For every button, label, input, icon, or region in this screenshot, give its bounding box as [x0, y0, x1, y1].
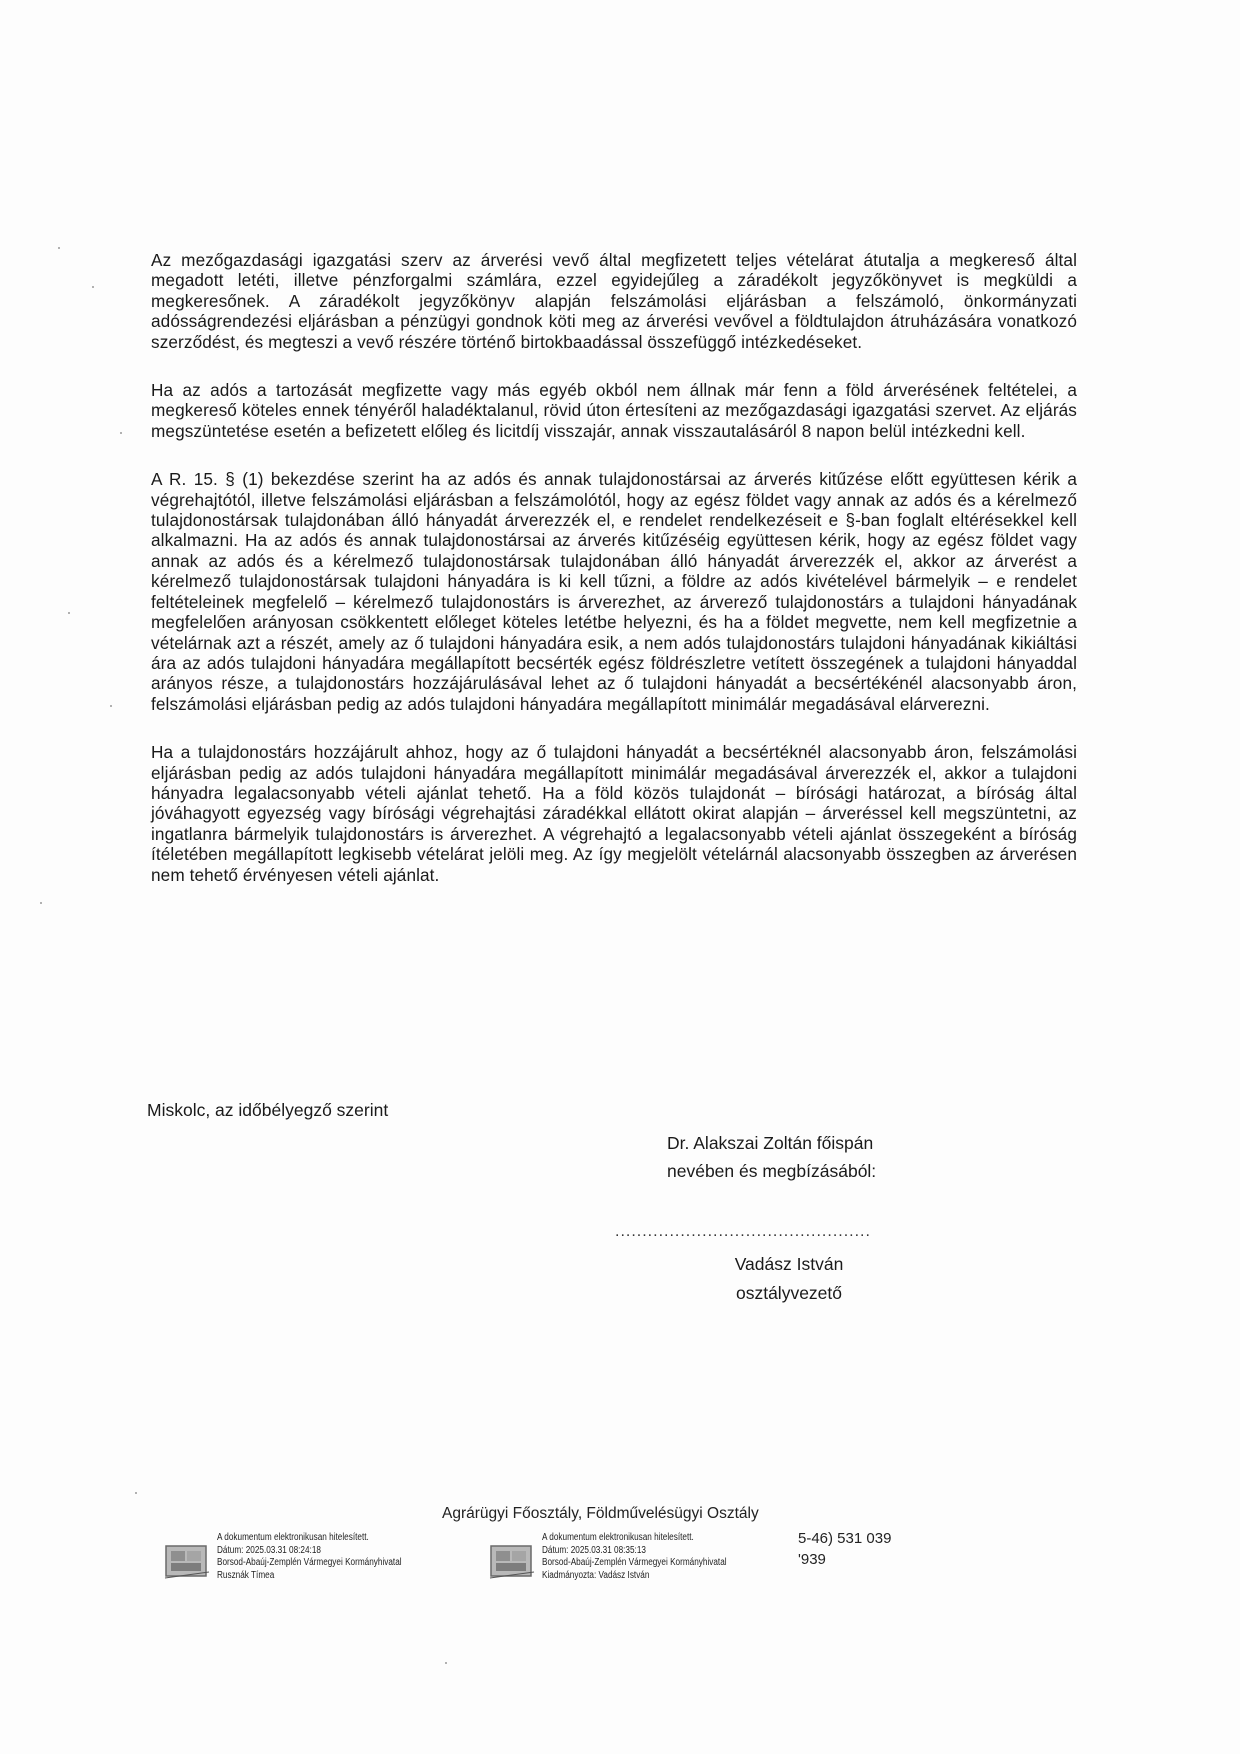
signer-name: Vadász István — [734, 1254, 844, 1274]
paragraph-4: Ha a tulajdonostárs hozzájárult ahhoz, hogy az ő tulajdoni hányadát a becsértéknél alacsonyabb áron, felszámolási eljárásban pedig az adós tulajdoni hányadára megállapított minimálár megadásával árverezzék el, akkor a tulajdoni hányadra legalacsonyabb vételi ajánlat tehető. Ha a föld közös tulajdonát – bírósági határozat, a bíróság által jóváhagyott egyezség vagy bírósági végrehajtási záradékkal ellátott okirat alapján – árveréssel kell megszüntetni, az ingatlanra bármelyik tulajdonostárs is árverezhet. A végrehajtó a legalacsonyabb vételi ajánlat összegeként a bíróság ítéletében megállapított legkisebb vételárat jelöli meg. Az így megjelölt vételárnál alacsonyabb összegben az árverésen nem tehető érvényesen vételi ajánlat. — [151, 742, 1077, 885]
stamp-2-line1: A dokumentum elektronikusan hitelesített. — [542, 1532, 694, 1543]
signature-authority — [667, 1129, 876, 1185]
signer-title: osztályvezető — [735, 1283, 843, 1303]
scan-speck — [110, 705, 112, 707]
signer-block — [724, 1250, 854, 1308]
scan-speck — [135, 1492, 137, 1494]
paragraph-1: Az mezőgazdasági igazgatási szerv az árverési vevő által megfizetett teljes vételárat átutalja a megkereső által megadott letéti, illetve pénzforgalmi számlára, ezzel egyidejűleg a záradékolt jegyzőkönyvet is megküldi a megkeresőnek. A záradékolt jegyzőkönyv alapján felszámolási eljárásban a felszámoló, önkormányzati adósságrendezési eljárásban a pénzügyi gondnok köti meg az árverési vevővel a földtulajdon átruházására vonatkozó szerződést, és megteszi a vevő részére történő birtokbaadással összefüggő intézkedéseket. — [151, 250, 1077, 352]
stamp-1-line2: Dátum: 2025.03.31 08:24:18 — [217, 1544, 321, 1556]
scan-speck — [58, 247, 60, 249]
scan-speck — [92, 286, 94, 288]
scan-speck — [40, 902, 42, 904]
electronic-stamp-2 — [488, 1532, 767, 1582]
footer-code: '939 — [798, 1551, 826, 1568]
signature-authority-line2: nevében és megbízásából: — [667, 1161, 877, 1181]
electronic-stamp-1 — [163, 1532, 442, 1582]
signature-authority-line1: Dr. Alakszai Zoltán főispán — [667, 1133, 874, 1153]
place-date: Miskolc, az időbélyegző szerint — [147, 1100, 389, 1120]
footer-contact — [798, 1528, 891, 1570]
signature-line: ............................................... — [615, 1223, 871, 1240]
paragraph-2: Ha az adós a tartozását megfizette vagy más egyéb okból nem állnak már fenn a föld árverésének feltételei, a megkereső köteles ennek tényéről haladéktalanul, rövid úton értesíteni az mezőgazdasági igazgatási szervet. Az eljárás megszüntetése esetén a befizetett előleg és licitdíj visszajár, annak visszautalásáról 8 napon belül intézkedni kell. — [151, 380, 1077, 441]
stamp-2-line2: Dátum: 2025.03.31 08:35:13 — [542, 1544, 646, 1556]
stamp-2-line4: Kiadmányozta: Vadász István — [542, 1569, 650, 1581]
footer-department: Agrárügyi Főosztály, Földművelésügyi Osztály — [442, 1505, 759, 1522]
footer-phone: 5-46) 531 039 — [798, 1530, 892, 1547]
seal-logo-icon — [163, 1542, 211, 1580]
stamp-1-line4: Rusznák Tímea — [217, 1569, 275, 1581]
seal-logo-icon — [488, 1542, 536, 1580]
scan-speck — [120, 432, 122, 434]
document-body — [151, 250, 1077, 913]
stamp-2-line3: Borsod-Abaúj-Zemplén Vármegyei Kormányhivatal — [542, 1557, 727, 1568]
scan-speck — [68, 612, 70, 614]
paragraph-3: A R. 15. § (1) bekezdése szerint ha az adós és annak tulajdonostársai az árverés kitűzése előtt együttesen kérik a végrehajtótól, illetve felszámolási eljárásban a felszámolótól, hogy az egész földet vagy annak az adós és a kérelmező tulajdonostársak tulajdonában álló hányadát árverezzék el, e rendelet rendelkezéseit e §-ban foglalt eltérésekkel kell alkalmazni. Ha az adós és annak tulajdonostársai az árverés kitűzéséig együttesen kérik, hogy az egész földet vagy annak az adós és a kérelmező tulajdonostársak tulajdonában álló hányadát árverezzék el, akkor az árverést a kérelmező tulajdonostársak tulajdoni hányadára is ki kell tűzni, a földre az adós kivételével bármelyik – e rendelet feltételeinek megfelelő – kérelmező tulajdonostárs is árverezhet, az árverező tulajdonostárs a tulajdoni hányadának megfelelően arányosan csökkentett előleget köteles letétbe helyezni, és ha a földet megvette, nem kell megfizetnie a vételárnak azt a részét, amely az ő tulajdoni hányadára esik, a nem adós tulajdonostárs tulajdoni hányadának kikiáltási ára az adós tulajdoni hányadára megállapított becsérték egész földrészletre vetített összegének a tulajdoni hányaddal arányos része, a tulajdonostárs hozzájárulásával lehet az ő tulajdoni hányadát a becsértékénél alacsonyabb áron, felszámolási eljárásban pedig az adós tulajdoni hányadára megállapított minimálár megadásával elárverezni. — [151, 469, 1077, 714]
stamp-1-line3: Borsod-Abaúj-Zemplén Vármegyei Kormányhivatal — [217, 1557, 402, 1568]
scan-speck — [445, 1662, 447, 1664]
stamp-1-line1: A dokumentum elektronikusan hitelesített. — [217, 1532, 369, 1543]
